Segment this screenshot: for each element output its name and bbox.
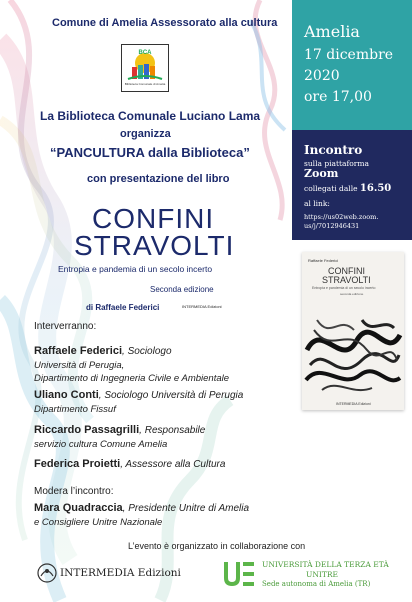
sidebar-zoom: Zoom [304, 167, 339, 180]
unitre-line1: UNIVERSITÀ DELLA TERZA ETÀ [262, 560, 389, 569]
cover-title-1: CONFINI [328, 266, 365, 276]
connect-prefix: collegati dalle [304, 184, 360, 193]
speaker-role: , Sociologo [122, 346, 172, 357]
event-sidebar [292, 0, 412, 602]
cover-subtitle: Entropia e pandemia di un secolo incerto [312, 286, 376, 290]
moderator-detail: e Consigliere Unitre Nazionale [34, 517, 163, 528]
moderator [34, 502, 249, 514]
sidebar-city: Amelia [304, 22, 360, 41]
speaker-name: Riccardo Passagrilli [34, 424, 140, 436]
cover-title-2: STRAVOLTI [322, 275, 371, 285]
moderator-role: , Presidente Unitre di Amelia [122, 503, 250, 514]
zoom-link-line1[interactable]: https://us02web.zoom. [304, 213, 379, 221]
book-edition: Seconda edizione [150, 285, 214, 294]
speaker-detail: Dipartimento di Ingegneria Civile e Ambientale [34, 373, 230, 384]
date-panel [292, 0, 412, 130]
unitre-line3: Sede autonoma di Amelia (TR) [262, 580, 371, 588]
library-name: La Biblioteca Comunale Luciano Lama [40, 109, 261, 123]
sidebar-meeting: Incontro [304, 143, 363, 157]
cover-artwork [302, 300, 404, 400]
library-logo [121, 44, 169, 92]
organizer-text: Comune di Amelia Assessorato alla cultura [52, 17, 278, 29]
intermedia-logo [36, 562, 181, 586]
unitre-emblem-icon [222, 560, 256, 588]
presentation-text: con presentazione del libro [87, 173, 230, 185]
organizes-text: organizza [120, 128, 171, 140]
cover-edition: seconda edizione [340, 292, 364, 296]
speaker-name: Raffaele Federici [34, 345, 123, 357]
book-author: di Raffaele Federici [86, 303, 160, 312]
svg-text:BCA: BCA [138, 50, 152, 56]
publisher-mark: INTERMEDIA Edizioni [182, 304, 222, 309]
sidebar-platform: sulla piattaforma [304, 159, 369, 168]
moderator-name: Mara Quadraccia [34, 502, 123, 514]
sidebar-year: 2020 [304, 68, 340, 84]
speaker-role: , Responsabile [139, 425, 206, 436]
speaker-name: Uliano Conti [34, 389, 99, 401]
unitre-line2: UNITRE [306, 570, 338, 579]
intermedia-emblem-icon [36, 562, 58, 584]
speakers-heading: Interverranno: [34, 321, 97, 332]
speaker-role: , Assessore alla Cultura [120, 459, 226, 470]
speaker-detail: Dipartimento Fissuf [34, 404, 116, 415]
sidebar-link-label: al link: [304, 199, 330, 208]
book-subtitle: Entropia e pandemia di un secolo incerto [58, 264, 213, 274]
cover-author: Raffaele Federici [308, 258, 339, 263]
speaker-detail: Università di Perugia, [34, 360, 125, 371]
logo-caption: Biblioteca Comunale di Amelia [124, 82, 166, 86]
connect-time: 16.50 [359, 183, 392, 194]
speaker-role: , Sociologo Università di Perugia [98, 390, 244, 401]
intermedia-wordmark: INTERMEDIA Edizioni [60, 567, 181, 579]
moderator-heading: Modera l’incontro: [34, 486, 114, 497]
cover-publisher: INTERMEDIA Edizioni [336, 402, 371, 406]
speaker-detail: servizio cultura Comune Amelia [34, 439, 168, 450]
zoom-link-line2[interactable]: us/j/7012946431 [304, 222, 360, 230]
book-title-line2: STRAVOLTI [74, 230, 235, 261]
book-title-line1: CONFINI [92, 203, 215, 234]
collab-text: L’evento è organizzato in collaborazione con [128, 541, 306, 551]
speaker-name: Federica Proietti [34, 458, 121, 470]
event-title: “PANCULTURA dalla Biblioteca” [50, 145, 250, 160]
sidebar-date: 17 dicembre [304, 47, 394, 63]
sidebar-connect [304, 183, 391, 194]
book-cover [302, 252, 404, 410]
sidebar-time: ore 17,00 [304, 89, 372, 105]
